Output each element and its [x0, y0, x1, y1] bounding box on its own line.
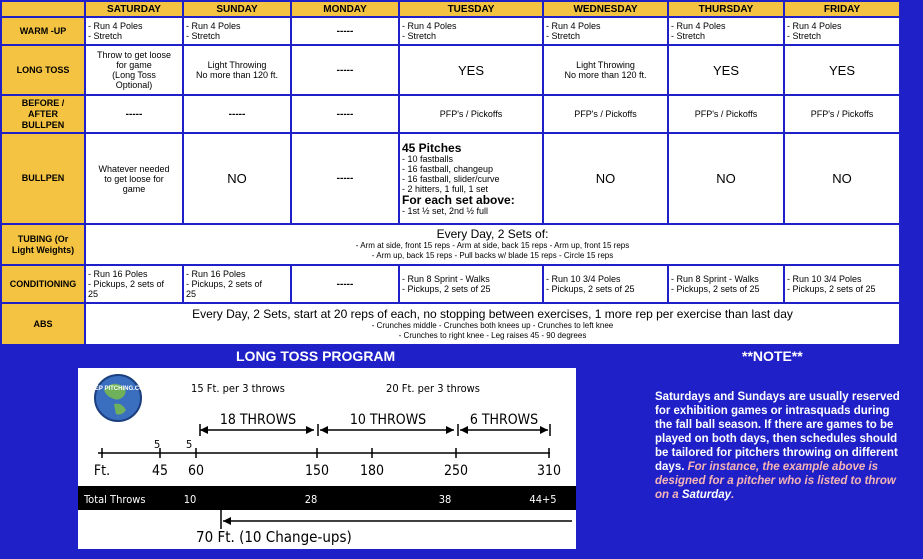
conditioning-friday: - Run 10 3/4 Poles - Pickups, 2 sets of 25 [784, 265, 900, 303]
row-label-conditioning: CONDITIONING [1, 265, 85, 303]
tick-label-45: 45 [151, 463, 169, 479]
note-title: **NOTE** [742, 348, 803, 364]
day-header-saturday: SATURDAY [85, 1, 183, 17]
abs-line-2: - Crunches to right knee - Leg raises 45 - 90 degrees [398, 330, 587, 340]
segment-10-throws: 10 THROWS [349, 412, 427, 428]
segment-18-throws: 18 THROWS [219, 412, 297, 428]
longtoss-sunday: Light Throwing No more than 120 ft. [183, 45, 291, 95]
bullpen-tuesday-list2: - 1st ½ set, 2nd ½ full [402, 205, 489, 216]
before-after-saturday: ----- [85, 95, 183, 133]
row-label-before-after-bullpen: BEFORE / AFTER BULLPEN [1, 95, 85, 133]
arrow-left-3-icon [460, 426, 468, 434]
tubing-heading: Every Day, 2 Sets of: [436, 227, 549, 241]
total-44-5: 44+5 [529, 493, 557, 506]
abs-line-1: - Crunches middle - Crunches both knees up - Crunches to left knee [371, 320, 614, 330]
total-28: 28 [304, 493, 318, 506]
warmup-saturday: - Run 4 Poles - Stretch [85, 17, 183, 45]
long-toss-svg [78, 368, 576, 549]
bullpen-thursday: NO [668, 133, 784, 224]
long-toss-program-title: LONG TOSS PROGRAM [236, 348, 396, 364]
header-20ft: 20 Ft. per 3 throws [386, 382, 480, 395]
warmup-wednesday: - Run 4 Poles - Stretch [543, 17, 668, 45]
conditioning-saturday: - Run 16 Poles - Pickups, 2 sets of 25 [85, 265, 183, 303]
tick-label-ft: Ft. [93, 463, 111, 479]
longtoss-friday: YES [784, 45, 900, 95]
warmup-friday: - Run 4 Poles - Stretch [784, 17, 900, 45]
day-header-wednesday: WEDNESDAY [543, 1, 668, 17]
longtoss-tuesday: YES [399, 45, 543, 95]
tick-label-60: 60 [187, 463, 205, 479]
arrow-right-2-icon [446, 426, 454, 434]
arrow-left-1-icon [200, 426, 208, 434]
bullpen-monday: ----- [291, 133, 399, 224]
warmup-tuesday: - Run 4 Poles - Stretch [399, 17, 543, 45]
conditioning-thursday: - Run 8 Sprint - Walks - Pickups, 2 sets of 25 [668, 265, 784, 303]
bullpen-tuesday-list: - 10 fastballs - 16 fastball, changeup - 16 fastball, slider/curve - 2 hitters, 1 full, 1 set [402, 153, 500, 194]
corner-cell [1, 1, 85, 17]
warmup-sunday: - Run 4 Poles - Stretch [183, 17, 291, 45]
note-body [655, 390, 905, 502]
bullpen-wednesday: NO [543, 133, 668, 224]
row-label-tubing: TUBING (Or Light Weights) [1, 224, 85, 265]
change-up-arrow-head-icon [223, 517, 231, 525]
small-count-2: 5 [186, 438, 193, 451]
warmup-monday: ----- [291, 17, 399, 45]
day-header-monday: MONDAY [291, 1, 399, 17]
row-label-bullpen: BULLPEN [1, 133, 85, 224]
longtoss-thursday: YES [668, 45, 784, 95]
stepping-logo [87, 375, 149, 421]
tick-label-250: 250 [443, 463, 469, 479]
conditioning-monday: ----- [291, 265, 399, 303]
abs-everyday [85, 303, 900, 345]
total-10: 10 [183, 493, 197, 506]
row-label-longtoss: LONG TOSS [1, 45, 85, 95]
longtoss-saturday: Throw to get loose for game (Long Toss Optional) [85, 45, 183, 95]
logo-text: STEP PITCHING.COM [87, 386, 149, 392]
tick-label-180: 180 [359, 463, 385, 479]
small-count-1: 5 [154, 438, 161, 451]
note-body-text: Saturdays and Sundays are usually reserved for exhibition games or intrasquads during the fall ball season. If there are games to be played on both days, then schedules should be tailored for pitchers throwing on different days. [655, 391, 900, 473]
row-label-abs: ABS [1, 303, 85, 345]
tubing-everyday [85, 224, 900, 265]
before-after-sunday: ----- [183, 95, 291, 133]
day-header-tuesday: TUESDAY [399, 1, 543, 17]
conditioning-tuesday: - Run 8 Sprint - Walks - Pickups, 2 sets of 25 [399, 265, 543, 303]
warmup-thursday: - Run 4 Poles - Stretch [668, 17, 784, 45]
total-throws-label: Total Throws [84, 493, 146, 506]
abs-heading: Every Day, 2 Sets, start at 20 reps of each, no stopping between exercises, 1 more rep per exercise than last day [192, 306, 793, 321]
bullpen-sunday: NO [183, 133, 291, 224]
conditioning-sunday: - Run 16 Poles - Pickups, 2 sets of 25 [183, 265, 291, 303]
arrow-left-2-icon [320, 426, 328, 434]
day-header-sunday: SUNDAY [183, 1, 291, 17]
before-after-monday: ----- [291, 95, 399, 133]
before-after-thursday: PFP's / Pickoffs [668, 95, 784, 133]
day-header-friday: FRIDAY [784, 1, 900, 17]
total-throws-bar [78, 486, 576, 510]
before-after-friday: PFP's / Pickoffs [784, 95, 900, 133]
long-toss-diagram [78, 368, 576, 549]
tubing-line-2: - Arm up, back 15 reps - Pull backs w/ blade 15 reps - Circle 15 reps [371, 251, 614, 260]
conditioning-wednesday: - Run 10 3/4 Poles - Pickups, 2 sets of 25 [543, 265, 668, 303]
total-38: 38 [438, 493, 452, 506]
tick-label-310: 310 [536, 463, 562, 479]
day-header-thursday: THURSDAY [668, 1, 784, 17]
bullpen-tuesday [399, 133, 543, 224]
longtoss-wednesday: Light Throwing No more than 120 ft. [543, 45, 668, 95]
tick-label-150: 150 [304, 463, 330, 479]
row-label-warmup: WARM -UP [1, 17, 85, 45]
bullpen-tuesday-subheading: For each set above: [402, 192, 515, 207]
longtoss-monday: ----- [291, 45, 399, 95]
segment-6-throws: 6 THROWS [469, 412, 539, 428]
before-after-tuesday: PFP's / Pickoffs [399, 95, 543, 133]
arrow-right-1-icon [306, 426, 314, 434]
tubing-line-1: - Arm at side, front 15 reps - Arm at side, back 15 reps - Arm up, front 15 reps [355, 241, 630, 250]
change-up-label: 70 Ft. (10 Change-ups) [196, 528, 352, 546]
before-after-wednesday: PFP's / Pickoffs [543, 95, 668, 133]
note-emphasis: For instance, the example above is designed for a pitcher who is listed to throw on a Saturday. [655, 461, 896, 501]
bullpen-tuesday-heading: 45 Pitches [402, 140, 462, 155]
bullpen-saturday: Whatever needed to get loose for game [85, 133, 183, 224]
header-15ft: 15 Ft. per 3 throws [191, 382, 285, 395]
arrow-right-3-icon [540, 426, 548, 434]
bullpen-friday: NO [784, 133, 900, 224]
